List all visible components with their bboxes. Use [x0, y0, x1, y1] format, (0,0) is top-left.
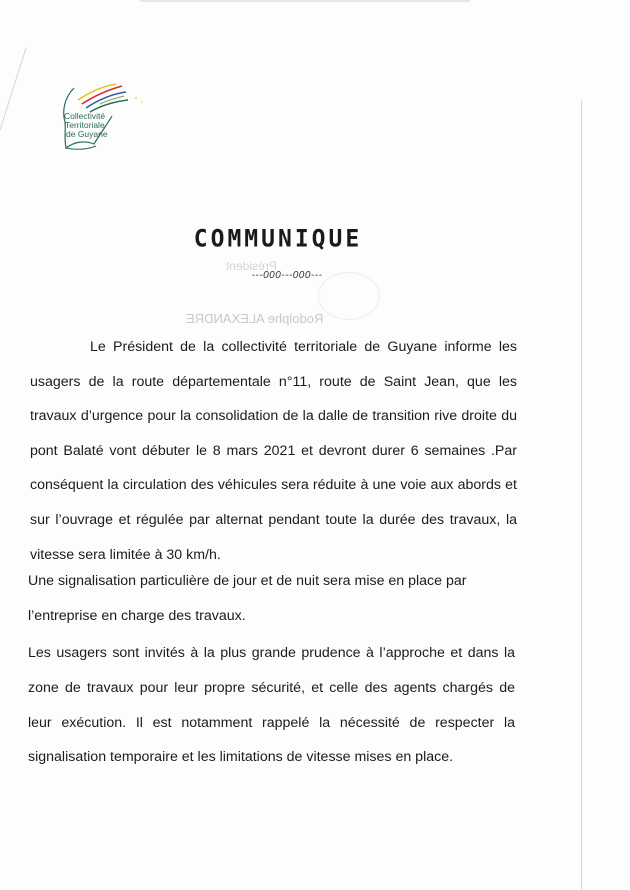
bleed-through-signature: Rodolphe ALEXANDRE — [186, 311, 324, 326]
logo-text-line1: Collectivité — [64, 111, 106, 121]
bleed-through-text: Président — [226, 259, 277, 273]
paragraph-announcement: Le Président de la collectivité territoriale de Guyane informe les usagers de la route départementale n°11, route de Saint Jean, que les travaux d’urgence pour la consolidation de la dalle de transition rive droite du pont Balaté vont débuter le 8 mars 2021 et devront durer 6 semaines .Par conséquent la circulation des véhicules sera réduite à une voie aux abords et sur l’ouvrage et régulée par alternat pendant toute la durée des travaux, la vitesse sera limitée à 30 km/h. — [30, 339, 517, 563]
logo-text-line3: de Guyane — [66, 129, 108, 139]
paragraph-signage: Une signalisation particulière de jour et de nuit sera mise en place par l’entreprise en charge des travaux. — [28, 573, 467, 624]
scan-edge-corner — [0, 0, 60, 140]
title-separator: ---000---000--- — [251, 270, 323, 281]
document-title: COMMUNIQUE — [193, 225, 363, 253]
ctg-logo — [56, 78, 146, 158]
scan-edge-right — [581, 100, 582, 890]
paragraph-caution: Les usagers sont invités à la plus grande prudence à l’approche et dans la zone de travaux pour leur propre sécurité, et celle des agents chargés de leur exécution. Il est notamment rappelé la nécessité de respecter la signalisation temporaire et les limitations de vitesse mises en place. — [28, 645, 515, 766]
logo-text-line2: Territoriale — [65, 120, 105, 130]
scan-edge-top — [140, 0, 470, 2]
